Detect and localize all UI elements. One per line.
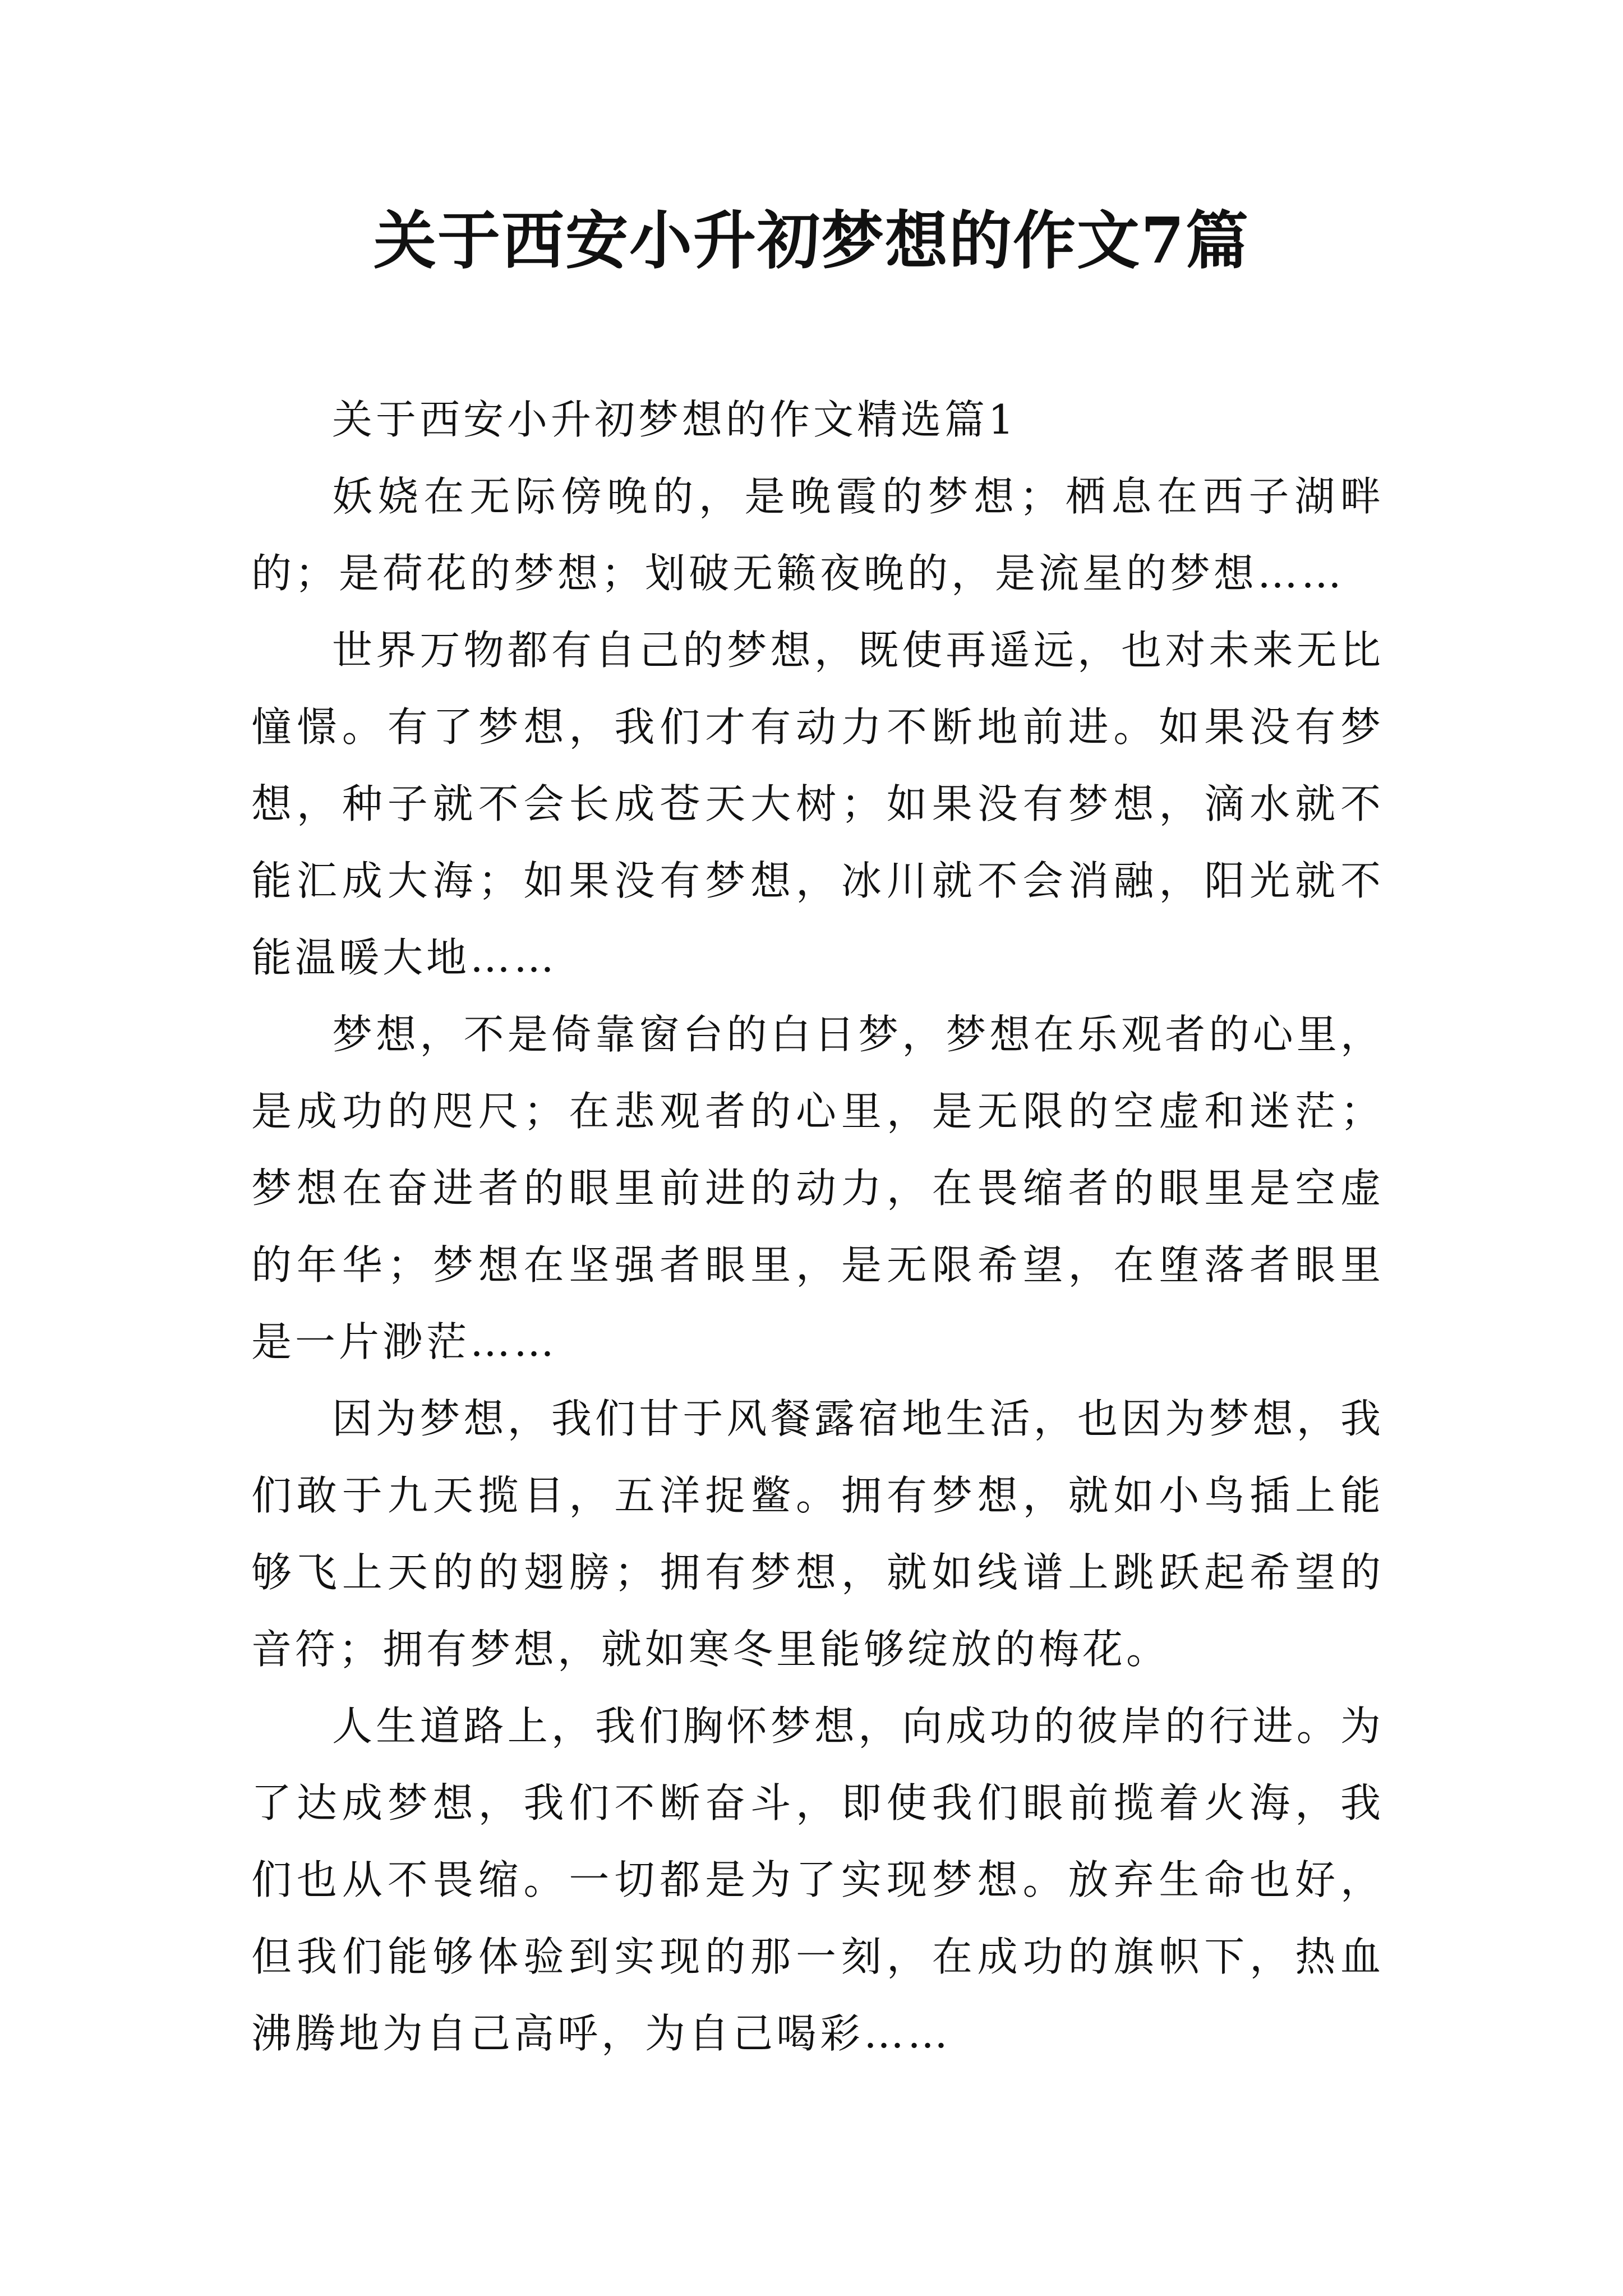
document-title: 关于西安小升初梦想的作文7篇 xyxy=(374,204,1249,278)
paragraph-3: 梦想，不是倚靠窗台的白日梦，梦想在乐观者的心里，是成功的咫尺；在悲观者的心里，是无限的空虚和迷茫；梦想在奋进者的眼里前进的动力，在畏缩者的眼里是空虚的年华；梦想在坚强者眼里，是无限希望，在堕落者眼里是一片渺茫…… xyxy=(251,1011,1384,1365)
document-body xyxy=(251,381,1384,2072)
section-heading: 关于西安小升初梦想的作文精选篇1 xyxy=(332,396,1017,443)
paragraph-2: 世界万物都有自己的梦想，既使再遥远，也对未来无比憧憬。有了梦想，我们才有动力不断地前进。如果没有梦想，种子就不会长成苍天大树；如果没有梦想，滴水就不能汇成大海；如果没有梦想，冰川就不会消融，阳光就不能温暖大地…… xyxy=(251,627,1384,981)
paragraph-1: 妖娆在无际傍晚的，是晚霞的梦想；栖息在西子湖畔的；是荷花的梦想；划破无籁夜晚的，是流星的梦想…… xyxy=(251,473,1384,597)
paragraph-4: 因为梦想，我们甘于风餐露宿地生活，也因为梦想，我们敢于九天揽目，五洋捉鳖。拥有梦想，就如小鸟插上能够飞上天的的翅膀；拥有梦想，就如线谱上跳跃起希望的音符；拥有梦想，就如寒冬里能够绽放的梅花。 xyxy=(251,1395,1384,1673)
paragraph-5: 人生道路上，我们胸怀梦想，向成功的彼岸的行进。为了达成梦想，我们不断奋斗，即使我们眼前揽着火海，我们也从不畏缩。一切都是为了实现梦想。放弃生命也好，但我们能够体验到实现的那一刻，在成功的旗帜下，热血沸腾地为自己高呼，为自己喝彩…… xyxy=(251,1703,1384,2057)
